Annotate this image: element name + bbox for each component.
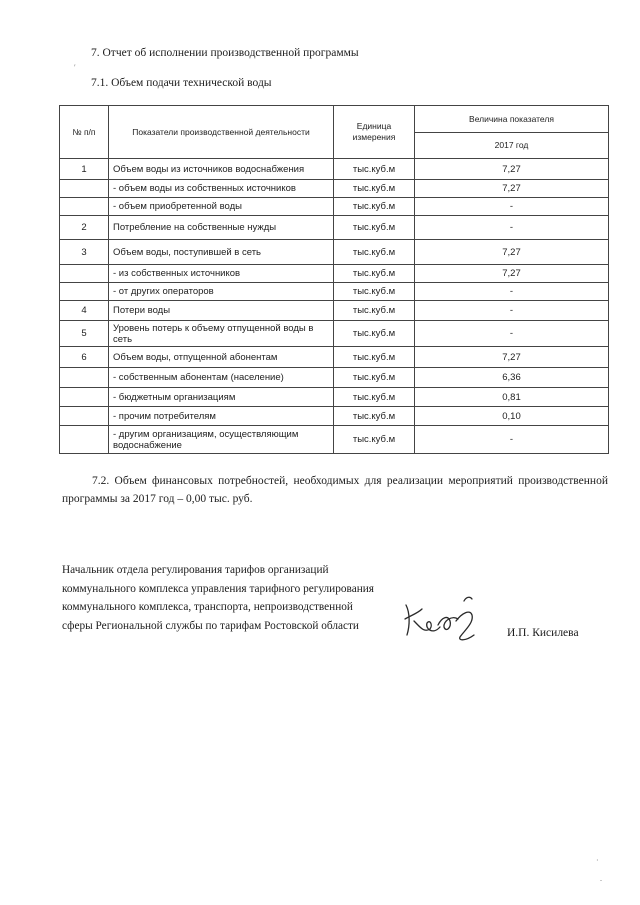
table-row [60,426,609,454]
section-title: 7. Отчет об исполнении производственной программы [91,47,359,59]
row-num: 2 [60,216,109,240]
row-value: - [415,301,609,321]
scan-speck: · [596,856,599,865]
row-label: Объем воды из источников водоснабжения [109,159,334,180]
row-label: Уровень потерь к объему отпущенной воды в сеть [109,321,334,347]
row-num [60,388,109,407]
table-row [60,301,609,321]
row-unit: тыс.куб.м [334,240,415,265]
table-row [60,347,609,368]
row-num: 3 [60,240,109,265]
row-unit: тыс.куб.м [334,368,415,388]
row-value: - [415,198,609,216]
row-unit: тыс.куб.м [334,407,415,426]
row-value: - [415,283,609,301]
row-value: 7,27 [415,180,609,198]
table-row [60,265,609,283]
row-num: 5 [60,321,109,347]
signer-name: И.П. Кисилева [507,627,579,639]
row-label: - прочим потребителям [109,407,334,426]
row-num [60,198,109,216]
row-label: - от других операторов [109,283,334,301]
handwritten-signature [400,591,482,647]
row-num: 1 [60,159,109,180]
table-row [60,216,609,240]
row-num [60,368,109,388]
table-row [60,240,609,265]
row-num [60,180,109,198]
row-value: - [415,321,609,347]
row-unit: тыс.куб.м [334,216,415,240]
table-row [60,159,609,180]
row-label: Объем воды, отпущенной абонентам [109,347,334,368]
table-row [60,407,609,426]
row-label: Объем воды, поступившей в сеть [109,240,334,265]
row-label: - из собственных источников [109,265,334,283]
table-row [60,283,609,301]
row-unit: тыс.куб.м [334,426,415,454]
water-supply-table [59,105,609,454]
row-unit: тыс.куб.м [334,347,415,368]
signer-position: Начальник отдела регулирования тарифов организаций коммунального комплекса управления тарифного регулирования коммунального комплекса, транспорта, непроизводственной сферы Региональной службы по тарифам Ростовской области [62,564,374,632]
table-row [60,198,609,216]
header-num: № п/п [60,106,109,159]
row-label: Потери воды [109,301,334,321]
subsection-title: 7.1. Объем подачи технической воды [91,77,272,89]
row-num [60,283,109,301]
table-row [60,321,609,347]
row-unit: тыс.куб.м [334,283,415,301]
row-unit: тыс.куб.м [334,159,415,180]
row-unit: тыс.куб.м [334,180,415,198]
row-label: - объем воды из собственных источников [109,180,334,198]
row-num: 6 [60,347,109,368]
row-value: - [415,216,609,240]
table-row [60,388,609,407]
row-label: - объем приобретенной воды [109,198,334,216]
row-unit: тыс.куб.м [334,321,415,347]
row-label: - собственным абонентам (население) [109,368,334,388]
row-value: 7,27 [415,240,609,265]
row-value: - [415,426,609,454]
row-num [60,426,109,454]
table-row [60,180,609,198]
header-indicator: Показатели производственной деятельности [109,106,334,159]
row-num: 4 [60,301,109,321]
table-row [60,368,609,388]
row-label: Потребление на собственные нужды [109,216,334,240]
row-value: 7,27 [415,347,609,368]
header-value-group: Величина показателя [415,106,609,133]
row-value: 7,27 [415,265,609,283]
header-unit: Единица измерения [334,106,415,159]
row-value: 7,27 [415,159,609,180]
row-label: - бюджетным организациям [109,388,334,407]
scan-speck: ′ [74,63,76,72]
row-num [60,407,109,426]
row-unit: тыс.куб.м [334,388,415,407]
row-unit: тыс.куб.м [334,301,415,321]
row-unit: тыс.куб.м [334,265,415,283]
row-value: 6,36 [415,368,609,388]
scan-speck: . [600,874,602,883]
financial-paragraph: 7.2. Объем финансовых потребностей, необходимых для реализации мероприятий производственной программы за 2017 год – 0,00 тыс. руб. [62,475,608,505]
header-year: 2017 год [415,133,609,159]
row-label: - другим организациям, осуществляющим водоснабжение [109,426,334,454]
row-num [60,265,109,283]
row-value: 0,81 [415,388,609,407]
row-value: 0,10 [415,407,609,426]
row-unit: тыс.куб.м [334,198,415,216]
